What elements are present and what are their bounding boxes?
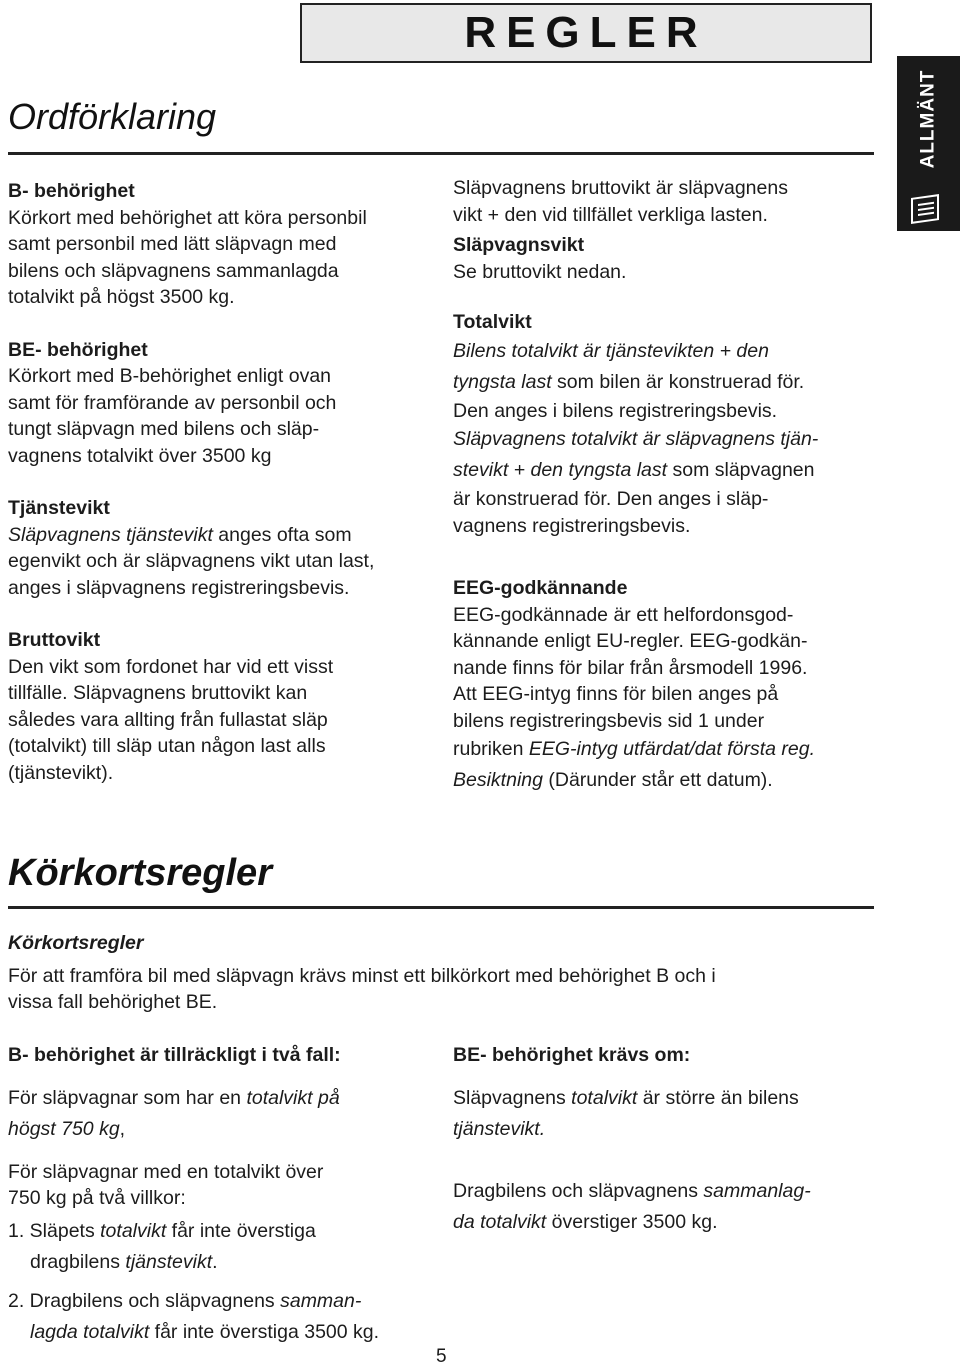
text-line: (totalvikt) till släp utan någon last alls — [8, 735, 326, 757]
section-rule — [8, 906, 874, 909]
text-line: tillfälle. Släpvagnens bruttovikt kan — [8, 682, 308, 704]
side-tab — [897, 56, 960, 231]
text-line: stevikt + den tyngsta last som släpvagnen — [453, 459, 815, 481]
column-heading: B- behörighet är tillräckligt i två fall: — [8, 1044, 341, 1066]
text-line: bilens och släpvagnens sammanlagda — [8, 259, 339, 282]
text-line: Den vikt som fordonet har vid ett visst — [8, 655, 334, 678]
text-line: vissa fall behörighet BE. — [8, 991, 218, 1013]
list-item: 1. Släpets totalvikt får inte överstiga — [8, 1219, 316, 1242]
text-line: vikt + den vid tillfället verkliga lasten. — [453, 203, 768, 226]
korkortsregler-intro — [8, 930, 868, 1016]
text-line: Körkort med B-behörighet enligt ovan — [8, 365, 332, 387]
text-line: samt personbil med lätt släpvagn med — [8, 233, 337, 255]
text-line: nande finns för bilar från årsmodell 1996. — [453, 656, 808, 679]
header-banner — [300, 3, 872, 63]
list-item-cont: lagda totalvikt får inte överstiga 3500 kg. — [30, 1320, 380, 1343]
term-heading: Tjänstevikt — [8, 497, 110, 519]
term-heading: Bruttovikt — [8, 629, 101, 651]
text-line: (tjänstevikt). — [8, 761, 114, 784]
text-line: Bilens totalvikt är tjänstevikten + den — [453, 339, 769, 362]
text-line: således vara allting från fullastat släp — [8, 708, 328, 731]
text-line: Släpvagnens totalvikt är släpvagnens tjän- — [453, 428, 819, 450]
section-rule — [8, 152, 874, 155]
text-line: samt för framförande av personbil och — [8, 391, 337, 414]
text-line: Dragbilens och släpvagnens sammanlag- — [453, 1179, 811, 1202]
text-line: För att framföra bil med släpvagn krävs minst ett bilkörkort med behörighet B och i — [8, 964, 716, 987]
text-line: tjänstevikt. — [453, 1117, 546, 1140]
text-line: bilens registreringsbevis sid 1 under — [453, 709, 765, 732]
text-line: Släpvagnens bruttovikt är släpvagnens — [453, 177, 788, 199]
term-heading: B- behörighet — [8, 180, 135, 202]
section-title-ordforklaring: Ordförklaring — [8, 96, 217, 137]
text-line: rubriken EEG-intyg utfärdat/dat första reg. — [453, 738, 816, 760]
text-line: vagnens totalvikt över 3500 kg — [8, 444, 272, 467]
column-heading: BE- behörighet krävs om: — [453, 1044, 691, 1066]
text-line: da totalvikt överstiger 3500 kg. — [453, 1210, 718, 1233]
text-line: För släpvagnar med en totalvikt över — [8, 1160, 324, 1183]
text-line: Släpvagnens tjänstevikt anges ofta som — [8, 523, 352, 546]
text-line: egenvikt och är släpvagnens vikt utan last, — [8, 550, 375, 572]
text-line: Besiktning (Därunder står ett datum). — [453, 769, 773, 791]
text-line: anges i släpvagnens registreringsbevis. — [8, 576, 350, 599]
be-behorighet-column — [453, 1042, 883, 1238]
text-line: vagnens registreringsbevis. — [453, 514, 691, 537]
side-tab-label: ALLMÄNT — [917, 69, 939, 168]
term-heading: BE- behörighet — [8, 338, 148, 361]
text-line: Släpvagnens totalvikt är större än bilens — [453, 1086, 799, 1109]
ordforklaring-right-column — [453, 175, 883, 796]
ordforklaring-left-column — [8, 178, 438, 786]
text-line: tungt släpvagn med bilens och släp- — [8, 418, 320, 440]
subsection-heading: Körkortsregler — [8, 932, 144, 954]
text-line: Att EEG-intyg finns för bilen anges på — [453, 683, 779, 705]
text-line: högst 750 kg, — [8, 1117, 126, 1140]
text-line: tyngsta last som bilen är konstruerad för. — [453, 370, 805, 393]
text-line: Körkort med behörighet att köra personbil — [8, 206, 367, 229]
text-line: är konstruerad för. Den anges i släp- — [453, 488, 769, 510]
page-number: 5 — [436, 1346, 447, 1367]
text-line: Den anges i bilens registreringsbevis. — [453, 399, 778, 422]
section-title-korkortsregler: Körkortsregler — [8, 852, 272, 894]
book-icon — [911, 194, 939, 224]
term-heading: EEG-godkännande — [453, 577, 628, 599]
text-line: EEG-godkännade är ett helfordonsgod- — [453, 603, 794, 626]
header-title: REGLER — [464, 8, 708, 57]
list-item: 2. Dragbilens och släpvagnens samman- — [8, 1289, 362, 1312]
text-line: 750 kg på två villkor: — [8, 1187, 186, 1209]
text-line: totalvikt på högst 3500 kg. — [8, 286, 235, 308]
term-heading: Släpvagnsvikt — [453, 234, 585, 256]
text-line: Se bruttovikt nedan. — [453, 260, 627, 283]
list-item-cont: dragbilens tjänstevikt. — [30, 1250, 218, 1273]
text-line: För släpvagnar som har en totalvikt på — [8, 1086, 340, 1109]
text-line: kännande enligt EU-regler. EEG-godkän- — [453, 630, 808, 652]
b-behorighet-column — [8, 1042, 448, 1348]
term-heading: Totalvikt — [453, 311, 532, 333]
